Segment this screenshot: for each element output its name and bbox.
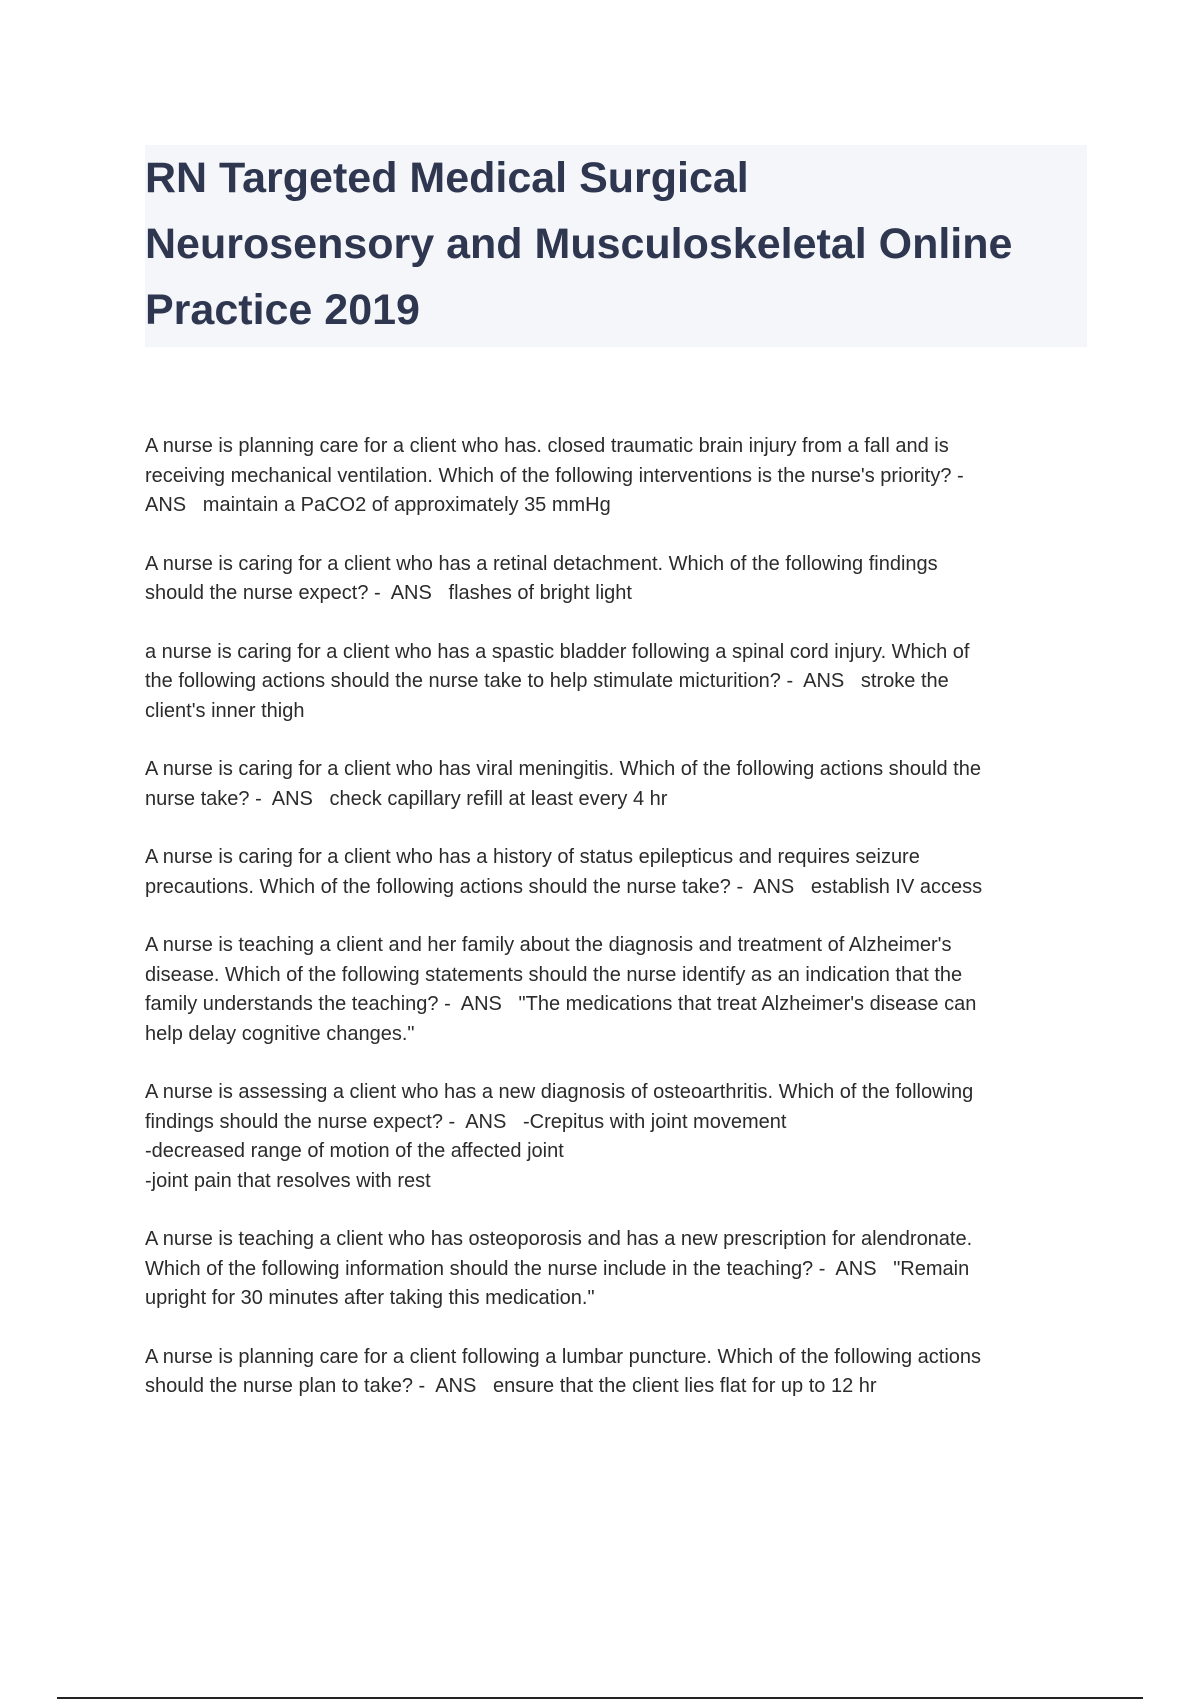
title-line: Neurosensory and Musculoskeletal Online [145, 220, 1013, 268]
qa-line: precautions. Which of the following actions should the nurse take? - ANS establish IV access [145, 875, 983, 898]
qa-line: -decreased range of motion of the affected joint [145, 1140, 564, 1162]
footer-divider [57, 1697, 1143, 1699]
qa-item [145, 550, 1095, 609]
title-line: RN Targeted Medical Surgical [145, 154, 749, 202]
qa-item [145, 1343, 1095, 1402]
title-line: Practice 2019 [145, 286, 420, 334]
qa-line: upright for 30 minutes after taking this medication." [145, 1287, 595, 1309]
qa-line: A nurse is caring for a client who has viral meningitis. Which of the following actions should the [145, 758, 981, 780]
qa-line: client's inner thigh [145, 699, 305, 722]
qa-item [145, 843, 1095, 902]
qa-line: family understands the teaching? - ANS "The medications that treat Alzheimer's disease can [145, 993, 977, 1015]
qa-line: nurse take? - ANS check capillary refill at least every 4 hr [145, 787, 668, 810]
qa-line: ANS maintain a PaCO2 of approximately 35 mmHg [145, 494, 611, 516]
qa-line: A nurse is caring for a client who has a retinal detachment. Which of the following findings [145, 552, 938, 575]
qa-line: should the nurse expect? - ANS flashes of bright light [145, 582, 632, 604]
qa-item [145, 931, 1095, 1049]
qa-line: a nurse is caring for a client who has a spastic bladder following a spinal cord injury. Which of [145, 640, 970, 663]
qa-line: disease. Which of the following statements should the nurse identify as an indication that the [145, 963, 963, 986]
qa-line: should the nurse plan to take? - ANS ensure that the client lies flat for up to 12 hr [145, 1375, 877, 1397]
qa-line: A nurse is teaching a client who has osteoporosis and has a new prescription for alendronate. [145, 1228, 973, 1250]
qa-line: A nurse is planning care for a client following a lumbar puncture. Which of the following actions [145, 1345, 982, 1368]
qa-item [145, 755, 1095, 814]
title-banner [145, 145, 1087, 347]
qa-item [145, 1225, 1095, 1314]
qa-line: Which of the following information should the nurse include in the teaching? - ANS "Remain [145, 1257, 970, 1280]
qa-line: A nurse is caring for a client who has a history of status epilepticus and requires seizure [145, 846, 920, 868]
qa-line: receiving mechanical ventilation. Which of the following interventions is the nurse's priority? - [145, 464, 964, 487]
qa-line: A nurse is assessing a client who has a new diagnosis of osteoarthritis. Which of the following [145, 1081, 974, 1103]
qa-line: A nurse is teaching a client and her family about the diagnosis and treatment of Alzheimer's [145, 934, 952, 956]
qa-line: A nurse is planning care for a client who has. closed traumatic brain injury from a fall and is [145, 435, 949, 457]
qa-line: findings should the nurse expect? - ANS -Crepitus with joint movement [145, 1110, 787, 1133]
qa-item [145, 1078, 1095, 1196]
question-answer-list [145, 432, 1095, 1431]
document-title [145, 145, 1087, 343]
qa-line: help delay cognitive changes." [145, 1022, 415, 1045]
qa-line: -joint pain that resolves with rest [145, 1169, 431, 1192]
qa-line: the following actions should the nurse take to help stimulate micturition? - ANS stroke the [145, 670, 949, 692]
qa-item [145, 432, 1095, 521]
qa-item [145, 638, 1095, 727]
